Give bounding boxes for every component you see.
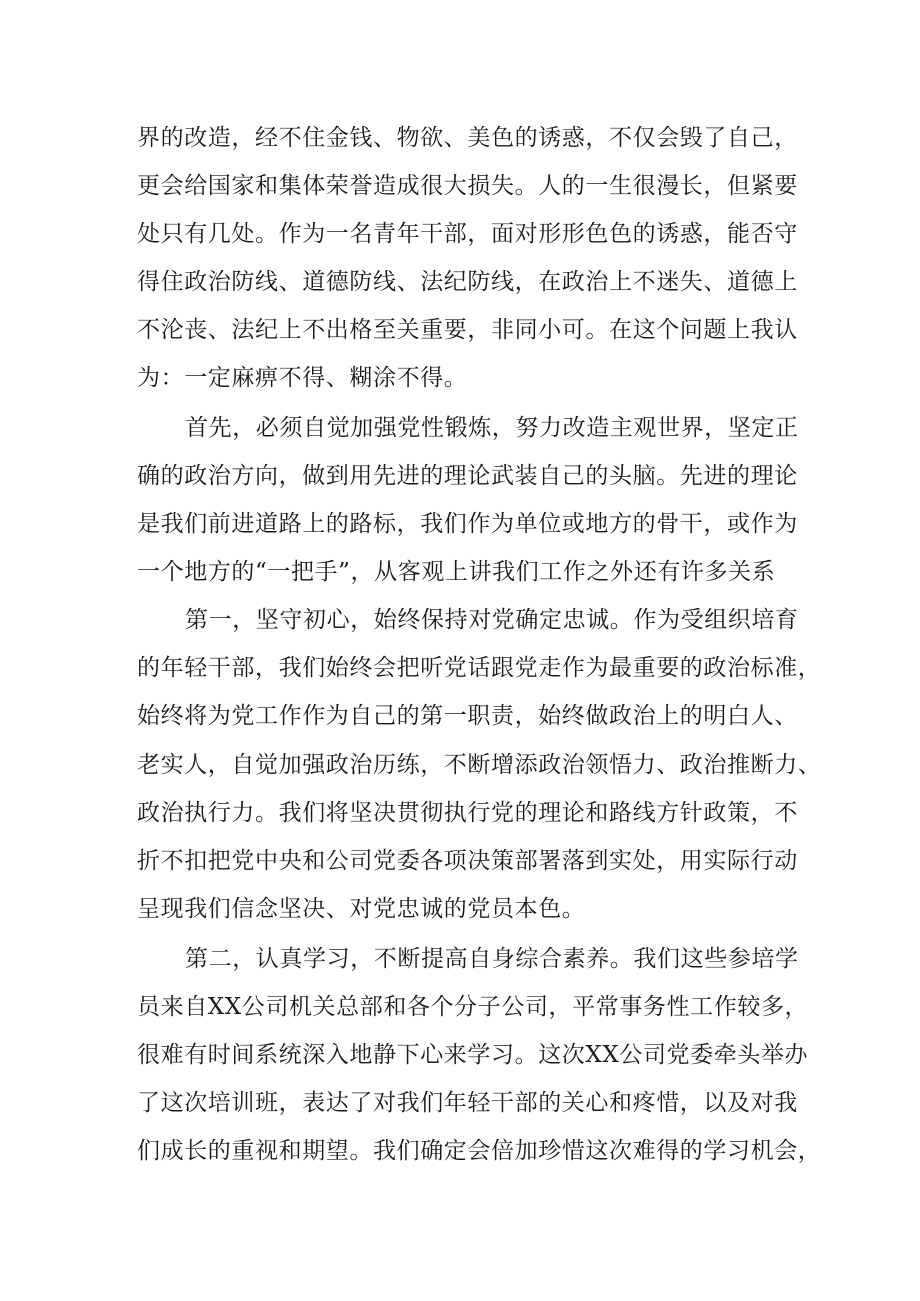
text-line: 了这次培训班，表达了对我们年轻干部的关心和疼惜，以及对我 [137, 1090, 798, 1116]
text-line: 是我们前进道路上的路标，我们作为单位或地方的骨干，或作为 [137, 511, 798, 537]
text-line: 一个地方的“一把手”，从客观上讲我们工作之外还有许多关系 [137, 559, 776, 585]
text-line: 不沦丧、法纪上不出格至关重要，非同小可。在这个问题上我认 [137, 317, 798, 343]
text-line: 员来自XX公司机关总部和各个分子公司，平常事务性工作较多， [137, 994, 809, 1020]
text-line: 们成长的重视和期望。我们确定会倍加珍惜这次难得的学习机会， [137, 1138, 822, 1164]
text-line: 政治执行力。我们将坚决贯彻执行党的理论和路线方针政策，不 [137, 800, 798, 826]
paragraph-first-line: 首先，必须自觉加强党性锻炼，努力改造主观世界，坚定正 [185, 415, 799, 441]
text-line: 呈现我们信念坚决、对党忠诚的党员本色。 [137, 896, 586, 922]
paragraph-first-line: 第一，坚守初心，始终保持对党确定忠诚。作为受组织培育 [185, 607, 799, 633]
text-line: 始终将为党工作作为自己的第一职责，始终做政治上的明白人、 [137, 703, 798, 729]
text-line: 为：一定麻痹不得、糊涂不得。 [137, 365, 468, 391]
text-line: 处只有几处。作为一名青年干部，面对形形色色的诱惑，能否守 [137, 221, 798, 247]
text-line: 更会给国家和集体荣誉造成很大损失。人的一生很漫长，但紧要 [137, 173, 798, 199]
text-line: 得住政治防线、道德防线、法纪防线，在政治上不迷失、道德上 [137, 269, 798, 295]
text-line: 界的改造，经不住金钱、物欲、美色的诱惑，不仅会毁了自己， [137, 125, 798, 151]
text-line: 老实人，自觉加强政治历练，不断增添政治领悟力、政治推断力、 [137, 752, 822, 778]
text-line: 折不扣把党中央和公司党委各项决策部署落到实处，用实际行动 [137, 848, 798, 874]
text-line: 的年轻干部，我们始终会把听党话跟党走作为最重要的政治标准， [137, 655, 822, 681]
text-line: 很难有时间系统深入地静下心来学习。这次XX公司党委牵头举办 [137, 1042, 809, 1068]
paragraph-first-line: 第二，认真学习，不断提高自身综合素养。我们这些参培学 [185, 946, 799, 972]
text-line: 确的政治方向，做到用先进的理论武装自己的头脑。先进的理论 [137, 463, 798, 489]
